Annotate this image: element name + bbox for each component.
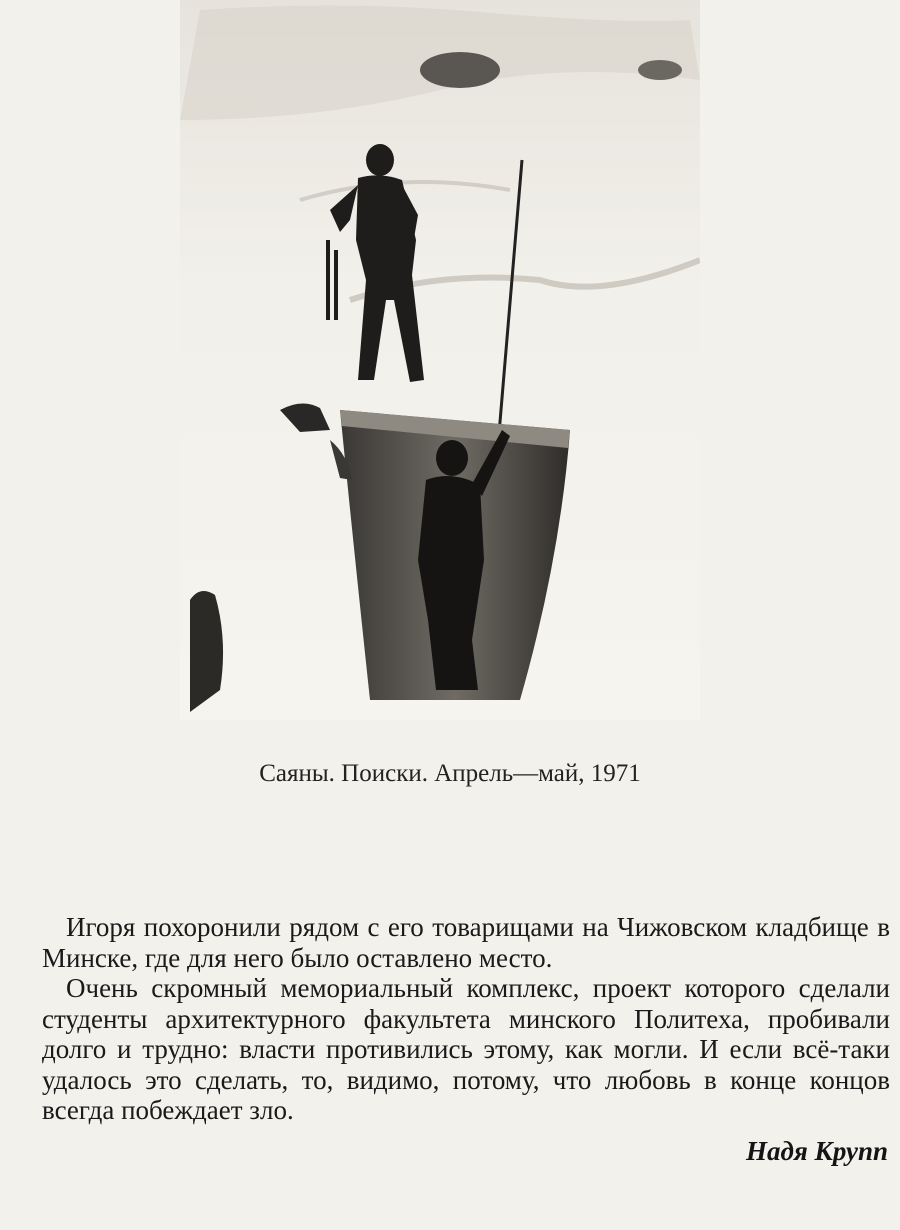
rock <box>420 52 500 88</box>
rock <box>638 60 682 80</box>
photo-caption: Саяны. Поиски. Апрель—май, 1971 <box>259 760 641 787</box>
author-signature: Надя Крупп <box>745 1136 888 1166</box>
paragraph-1: Игоря похоронили рядом с его товарищами на Чижовском кладбище в Минске, где для него было оставлено место. <box>42 912 890 973</box>
photo-search-trench <box>180 0 700 720</box>
article-body <box>42 912 890 1126</box>
paragraph-2: Очень скромный мемориальный комплекс, проект которого сделали студенты архитектурного факультета минского Политеха, пробивали долго и трудно: власти противились этому, как могли. И если всё-таки удалось это сделать, то, видимо, потому, что любовь в конце концов всегда побеждает зло. <box>42 973 890 1125</box>
photo-illustration <box>180 0 700 720</box>
